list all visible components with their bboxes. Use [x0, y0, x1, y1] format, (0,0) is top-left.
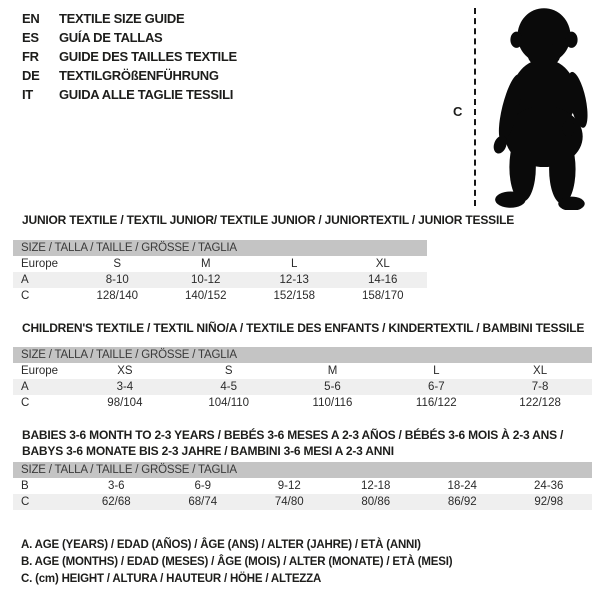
cell: L: [433, 365, 440, 377]
note-age-months: B. AGE (MONTHS) / EDAD (MESES) / ÂGE (MOIS) / ALTER (MONATE) / ETÀ (MESI): [21, 556, 453, 568]
cell: 116/122: [415, 397, 457, 409]
language-list: [22, 9, 237, 104]
cell: 122/128: [519, 397, 561, 409]
height-dashed-line: [474, 8, 476, 206]
size-header-bar: SIZE / TALLA / TAILLE / GRÖSSE / TAGLIA: [13, 240, 427, 256]
cell: 6-9: [194, 480, 212, 492]
cell: 14-16: [368, 274, 398, 286]
note-height-cm: C. (cm) HEIGHT / ALTURA / HAUTEUR / HÖHE / ALTEZZA: [21, 573, 322, 585]
language-row: [22, 66, 237, 85]
cell: 12-13: [279, 274, 309, 286]
language-code: EN: [22, 11, 40, 26]
note-age-years: A. AGE (YEARS) / EDAD (AÑOS) / ÂGE (ANS) / ALTER (JAHRE) / ETÀ (ANNI): [21, 539, 421, 551]
baby-silhouette-icon: [488, 6, 600, 210]
section-title-line1: BABIES 3-6 MONTH TO 2-3 YEARS / BEBÉS 3-6 MESES A 2-3 AÑOS / BÉBÉS 3-6 MOIS À 2-3 ANS /: [22, 428, 564, 442]
cell: 24-36: [534, 480, 564, 492]
row-label: B: [21, 480, 29, 492]
language-title: TEXTILE SIZE GUIDE: [59, 11, 185, 26]
section-title-line2: BABYS 3-6 MONATE BIS 2-3 JAHRE / BAMBINI 3-6 MESI A 2-3 ANNI: [22, 444, 394, 458]
cell: 3-4: [116, 381, 134, 393]
language-code: IT: [22, 87, 33, 102]
cell: 18-24: [447, 480, 477, 492]
language-title: GUIDA ALLE TAGLIE TESSILI: [59, 87, 234, 102]
legend-notes: [21, 537, 452, 588]
language-row: [22, 47, 237, 66]
cell: XS: [117, 365, 133, 377]
language-row: [22, 85, 237, 104]
cell: 80/86: [361, 496, 391, 508]
table-row: [13, 272, 427, 288]
language-code: ES: [22, 30, 39, 45]
table-row: [13, 478, 592, 494]
language-title: GUIDE DES TAILLES TEXTILE: [59, 49, 237, 64]
row-label: Europe: [21, 365, 59, 377]
size-header-bar: SIZE / TALLA / TAILLE / GRÖSSE / TAGLIA: [13, 462, 592, 478]
cell: 128/140: [96, 290, 139, 302]
cell: 158/170: [361, 290, 404, 302]
row-label: C: [21, 290, 30, 302]
cell: 6-7: [427, 381, 445, 393]
cell: 104/110: [208, 397, 250, 409]
language-code: DE: [22, 68, 40, 83]
table-row: [13, 256, 427, 272]
cell: 5-6: [324, 381, 341, 393]
cell: 92/98: [534, 496, 564, 508]
row-label: C: [21, 397, 30, 409]
table-row: [13, 379, 592, 395]
cell: 7-8: [531, 381, 549, 393]
cell: 86/92: [447, 496, 477, 508]
cell: 8-10: [105, 274, 129, 286]
height-measure-figure: [440, 0, 600, 215]
cell: 3-6: [107, 480, 125, 492]
cell: 62/68: [101, 496, 131, 508]
height-measure-label: C: [453, 104, 463, 119]
table-row: [13, 288, 427, 304]
table-row: [13, 494, 592, 510]
row-label: Europe: [21, 258, 59, 270]
language-row: [22, 28, 237, 47]
row-label: C: [21, 496, 30, 508]
cell: 10-12: [191, 274, 221, 286]
cell: 68/74: [188, 496, 218, 508]
language-code: FR: [22, 49, 39, 64]
cell: 140/152: [184, 290, 227, 302]
cell: 98/104: [107, 397, 143, 409]
cell: 12-18: [361, 480, 391, 492]
cell: 152/158: [273, 290, 316, 302]
cell: M: [327, 365, 338, 377]
section-babies-textile: [0, 427, 592, 510]
cell: XL: [375, 258, 390, 270]
cell: S: [224, 365, 233, 377]
cell: 4-5: [220, 381, 237, 393]
row-label: A: [21, 274, 29, 286]
cell: M: [200, 258, 211, 270]
section-title: CHILDREN'S TEXTILE / TEXTIL NIÑO/A / TEXTILE DES ENFANTS / KINDERTEXTIL / BAMBINI TESSILE: [22, 321, 585, 335]
table-row: [13, 395, 592, 411]
section-childrens-textile: [0, 321, 592, 411]
language-row: [22, 9, 237, 28]
cell: 9-12: [277, 480, 301, 492]
section-title: JUNIOR TEXTILE / TEXTIL JUNIOR/ TEXTILE JUNIOR / JUNIORTEXTIL / JUNIOR TESSILE: [22, 213, 515, 227]
cell: 110/116: [312, 397, 353, 409]
section-title: [22, 427, 592, 459]
children-size-table: [13, 347, 592, 411]
cell: S: [113, 258, 122, 270]
language-title: TEXTILGRÖßENFÜHRUNG: [59, 68, 219, 83]
language-title: GUÍA DE TALLAS: [59, 30, 163, 45]
cell: XL: [533, 365, 548, 377]
size-header-bar: SIZE / TALLA / TAILLE / GRÖSSE / TAGLIA: [13, 347, 592, 363]
table-row: [13, 363, 592, 379]
section-junior-textile: [0, 213, 514, 304]
row-label: A: [21, 381, 29, 393]
junior-size-table: [13, 240, 427, 304]
babies-size-table: [13, 462, 592, 510]
cell: 74/80: [274, 496, 304, 508]
cell: L: [291, 258, 298, 270]
